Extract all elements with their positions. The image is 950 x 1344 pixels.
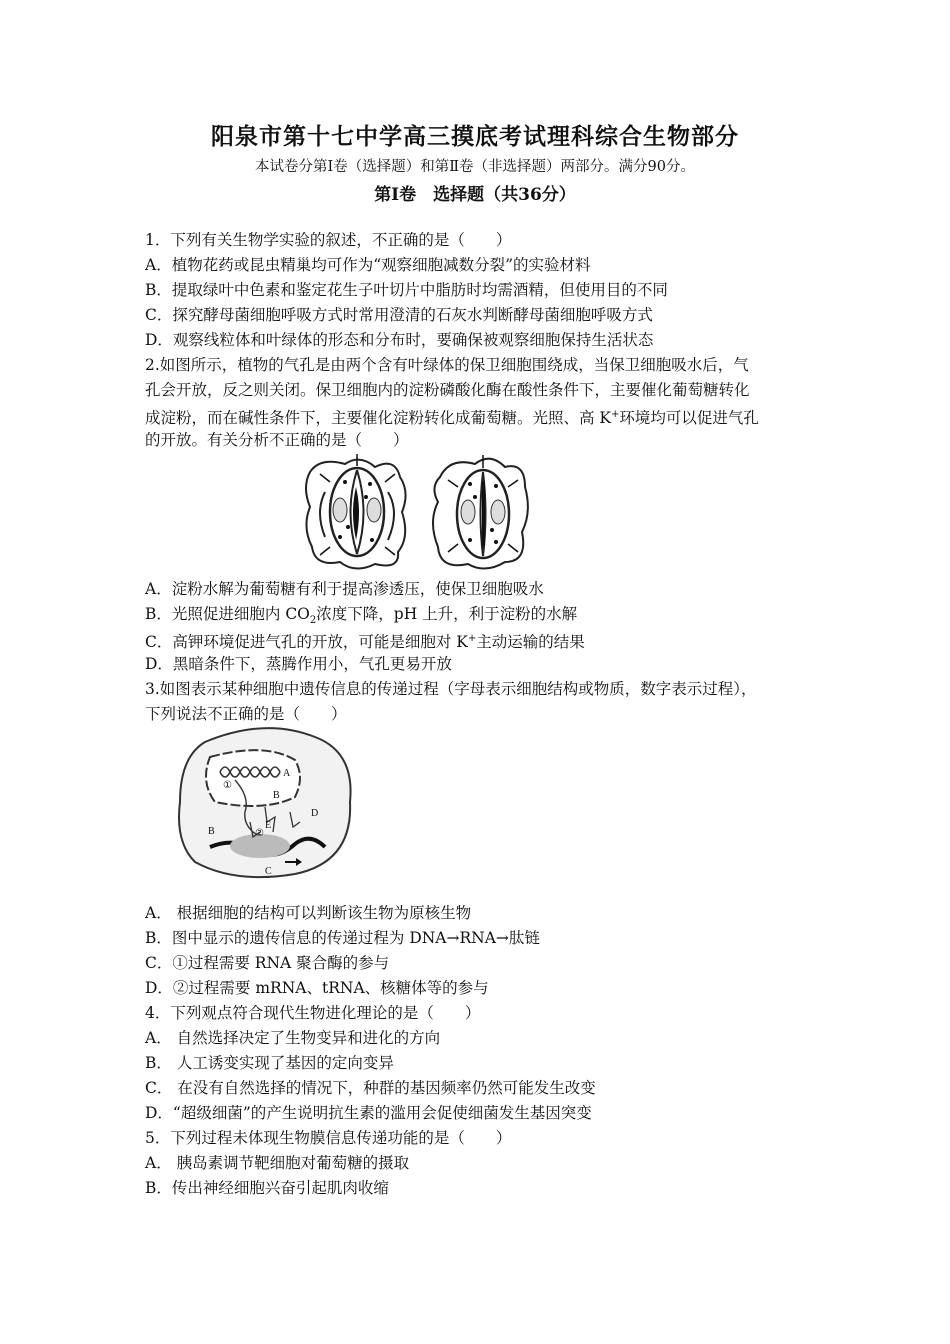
q2-option-d: D．黑暗条件下，蒸腾作用小，气孔更易开放 [145,655,452,673]
section-heading: 第Ⅰ卷 选择题（共36分） [374,185,576,205]
gene-expression-figure [175,722,355,882]
q3-option-a: A． 根据细胞的结构可以判断该生物为原核生物 [145,904,472,922]
q4-option-b: B． 人工诱变实现了基因的定向变异 [145,1054,394,1072]
fig-label-b-nucleus: B [273,790,280,801]
fig-label-e: E [265,820,272,831]
q2-option-b: B．光照促进细胞内 $CO_2$浓度下降，pH 上升，利于淀粉的水解 [145,605,578,627]
q1-option-a: A．植物花药或昆虫精巢均可作为“观察细胞减数分裂”的实验材料 [145,256,591,274]
fig-label-step-1: ① [223,780,232,791]
q4-option-c: C． 在没有自然选择的情况下，种群的基因频率仍然可能发生改变 [145,1079,596,1097]
fig-label-a: A [283,768,291,779]
q2-option-a: A．淀粉水解为葡萄糖有利于提高渗透压，使保卫细胞吸水 [145,580,544,598]
q3-stem-line-2: 下列说法不正确的是（ ） [145,705,347,723]
q4-option-d: D．“超级细菌”的产生说明抗生素的滥用会促使细菌发生基因突变 [145,1104,592,1122]
q3-stem-line-1: 3.如图表示某种细胞中遗传信息的传递过程（字母表示细胞结构或物质，数字表示过程）， [145,680,757,698]
q1-option-b: B．提取绿叶中色素和鉴定花生子叶切片中脂肪时均需酒精，但使用目的不同 [145,281,668,299]
q3-option-b: B．图中显示的遗传信息的传递过程为 DNA→RNA→肽链 [145,929,540,947]
fig-label-d: D [311,808,319,819]
q2-option-c: C．高钾环境促进气孔的开放，可能是细胞对 K+主动运输的结果 [145,633,585,652]
q2-stem-line-4: 的开放。有关分析不正确的是（ ） [145,431,409,449]
exam-subtitle: 本试卷分第Ⅰ卷（选择题）和第Ⅱ卷（非选择题）两部分。满分90分。 [254,159,696,175]
q3-option-d: D．②过程需要 mRNA、tRNA、核糖体等的参与 [145,979,489,997]
page-title: 阳泉市第十七中学高三摸底考试理科综合生物部分 [211,123,739,150]
fig-label-b-cytoplasm: B [208,826,215,837]
q5-stem: 5．下列过程未体现生物膜信息传递功能的是（ ） [145,1129,512,1147]
q2-stem-line-3: 成淀粉，而在碱性条件下，主要催化淀粉转化成葡萄糖。光照、高 K+环境均可以促进气孔 [145,409,759,428]
q5-option-b: B．传出神经细胞兴奋引起肌肉收缩 [145,1179,389,1197]
q5-option-a: A． 胰岛素调节靶细胞对葡萄糖的摄取 [145,1154,410,1172]
stomata-figure [300,452,530,577]
q1-stem: 1．下列有关生物学实验的叙述，不正确的是（ ） [145,231,512,249]
q3-option-c: C．①过程需要 RNA 聚合酶的参与 [145,954,390,972]
q4-option-a: A． 自然选择决定了生物变异和进化的方向 [145,1029,441,1047]
q2-stem-line-1: 2.如图所示，植物的气孔是由两个含有叶绿体的保卫细胞围绕成，当保卫细胞吸水后，气 [145,356,749,374]
q1-option-c: C．探究酵母菌细胞呼吸方式时常用澄清的石灰水判断酵母菌细胞呼吸方式 [145,306,653,324]
q4-stem: 4．下列观点符合现代生物进化理论的是（ ） [145,1004,481,1022]
fig-label-step-2: ② [255,828,264,839]
q2-stem-line-2: 孔会开放，反之则关闭。保卫细胞内的淀粉磷酸化酶在酸性条件下，主要催化葡萄糖转化 [145,381,750,399]
fig-label-c: C [265,866,272,877]
q1-option-d: D．观察线粒体和叶绿体的形态和分布时，要确保被观察细胞保持生活状态 [145,331,654,349]
